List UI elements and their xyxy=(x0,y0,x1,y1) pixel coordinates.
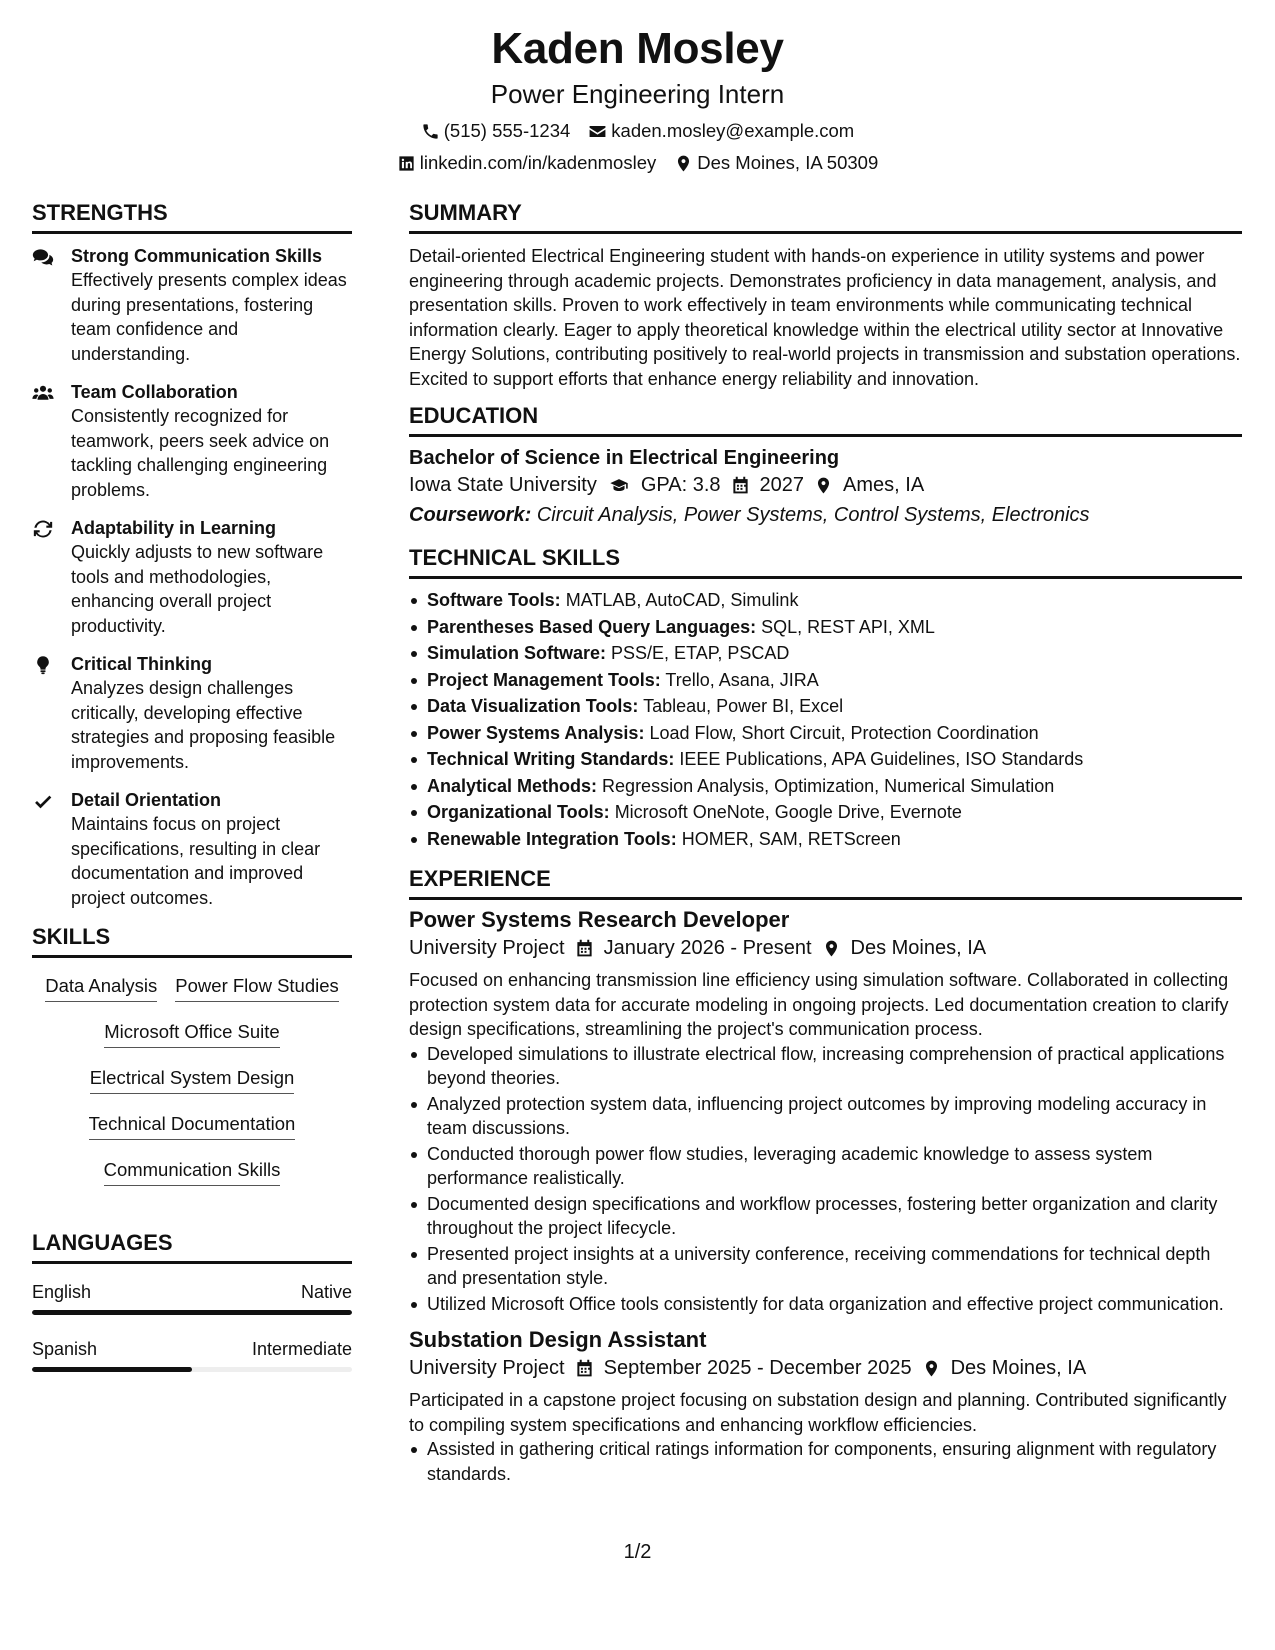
job-bullets xyxy=(409,1042,1242,1317)
map-marker-icon xyxy=(922,1359,941,1378)
tech-skill-label: Parentheses Based Query Languages: xyxy=(427,616,757,637)
strength-title: Strong Communication Skills xyxy=(71,246,323,266)
skill-chip: Communication Skills xyxy=(104,1158,281,1186)
skill-chip: Power Flow Studies xyxy=(175,974,338,1002)
tech-skill-item xyxy=(409,720,1242,747)
skill-chip: Technical Documentation xyxy=(89,1112,296,1140)
language-proficiency-bar xyxy=(32,1310,352,1315)
job-title: Substation Design Assistant xyxy=(409,1327,707,1352)
strength-title: Detail Orientation xyxy=(71,790,222,810)
tech-skill-label: Software Tools: xyxy=(427,590,561,610)
tech-skill-item xyxy=(409,614,1242,641)
skill-chip: Electrical System Design xyxy=(90,1066,295,1094)
language-proficiency-fill xyxy=(32,1367,192,1372)
tech-skill-item xyxy=(409,640,1242,667)
linkedin-icon xyxy=(397,154,416,173)
check-icon xyxy=(32,791,54,811)
calendar-icon xyxy=(575,1359,594,1378)
tech-skill-item xyxy=(409,799,1242,826)
language-name: Spanish xyxy=(32,1339,98,1359)
skills-list xyxy=(32,968,352,1204)
tech-skill-item xyxy=(409,746,1242,773)
job-summary: Participated in a capstone project focusing on substation design and planning. Contributed significantly to compiling system specifications and enhancing workflow efficiencies. xyxy=(409,1390,1227,1435)
coursework xyxy=(409,501,1242,529)
job-bullet: Utilized Microsoft Office tools consistently for data organization and effective project communication. xyxy=(409,1292,1242,1317)
tech-skill-item xyxy=(409,693,1242,720)
job-title: Power Systems Research Developer xyxy=(409,907,790,932)
calendar-icon xyxy=(731,476,750,495)
contact-row-2 xyxy=(0,152,1275,174)
tech-skill-label: Renewable Integration Tools: xyxy=(427,828,677,849)
job-bullet: Conducted thorough power flow studies, leveraging academic knowledge to assess system performance realistically. xyxy=(409,1142,1242,1191)
job-entry xyxy=(409,1326,1242,1486)
languages-heading: LANGUAGES xyxy=(32,1230,352,1264)
resume-header xyxy=(0,0,1275,174)
strength-item xyxy=(32,244,352,366)
left-column xyxy=(32,200,352,1394)
tech-skill-label: Simulation Software: xyxy=(427,643,607,663)
strength-item xyxy=(32,652,352,774)
skill-chip: Data Analysis xyxy=(45,974,157,1002)
language-item xyxy=(32,1280,352,1315)
comments-icon xyxy=(32,247,54,267)
job-bullet: Developed simulations to illustrate electrical flow, increasing comprehension of practical applications beyond theories. xyxy=(409,1042,1242,1091)
candidate-name: Kaden Mosley xyxy=(491,24,784,73)
summary-text: Detail-oriented Electrical Engineering student with hands-on experience in utility systems and power engineering through academic projects. Demonstrates proficiency in data management, analysis, and presentation skills. Proven to work effectively in team environments while communicating technical information clearly. Eager to apply theoretical knowledge within the electrical utility sector at Innovative Energy Solutions, contributing positively to real-world projects in transmission and substation operations. Excited to support efforts that enhance energy reliability and innovation. xyxy=(409,246,1241,389)
strengths-heading: STRENGTHS xyxy=(32,200,352,234)
language-item xyxy=(32,1337,352,1372)
language-level: Native xyxy=(300,1282,352,1302)
job-bullet: Assisted in gathering critical ratings information for components, ensuring alignment with regulatory standards. xyxy=(409,1437,1242,1486)
job-org: University Project xyxy=(409,937,565,959)
location-contact xyxy=(674,152,878,174)
page-number: 1/2 xyxy=(623,1541,652,1563)
strength-item xyxy=(32,380,352,502)
summary-heading: SUMMARY xyxy=(409,200,1242,234)
tech-skill-value: Trello, Asana, JIRA xyxy=(665,669,819,690)
right-column xyxy=(409,200,1242,1487)
strength-item xyxy=(32,516,352,638)
location-text: Des Moines, IA 50309 xyxy=(697,152,879,173)
job-bullet: Documented design specifications and workflow processes, fostering better organization and clarity throughout the project lifecycle. xyxy=(409,1192,1242,1241)
school-name: Iowa State University xyxy=(409,474,597,496)
tech-skill-value: IEEE Publications, APA Guidelines, ISO Standards xyxy=(679,749,1084,769)
strength-title: Team Collaboration xyxy=(71,382,238,402)
job-dates: January 2026 - Present xyxy=(603,937,812,959)
language-name: English xyxy=(32,1282,92,1302)
users-icon xyxy=(32,383,54,403)
tech-skill-label: Organizational Tools: xyxy=(427,802,610,822)
strength-desc: Effectively presents complex ideas during presentations, fostering team confidence and understanding. xyxy=(71,270,347,364)
tech-skill-item xyxy=(409,773,1242,800)
skill-chip: Microsoft Office Suite xyxy=(104,1020,279,1048)
calendar-icon xyxy=(575,939,594,958)
envelope-icon xyxy=(588,122,607,141)
map-marker-icon xyxy=(814,476,833,495)
coursework-label: Coursework: xyxy=(409,504,532,526)
graduation-year: 2027 xyxy=(759,474,805,496)
tech-skill-label: Data Visualization Tools: xyxy=(427,696,639,716)
skills-heading: SKILLS xyxy=(32,924,352,958)
job-meta xyxy=(409,1354,1242,1382)
map-marker-icon xyxy=(674,154,693,173)
coursework-list: Circuit Analysis, Power Systems, Control Systems, Electronics xyxy=(536,504,1090,526)
tech-skill-label: Power Systems Analysis: xyxy=(427,722,645,743)
phone-contact xyxy=(421,120,571,142)
job-meta xyxy=(409,934,1242,962)
job-summary: Focused on enhancing transmission line efficiency using simulation software. Collaborated in collecting protection system data for accurate modeling in ongoing projects. Led documentation creation to clarify design specifications, streamlining the project's communication process. xyxy=(409,970,1229,1039)
sync-icon xyxy=(32,519,54,539)
job-bullet: Analyzed protection system data, influencing project outcomes by improving modeling accuracy in team discussions. xyxy=(409,1092,1242,1141)
candidate-role: Power Engineering Intern xyxy=(490,79,785,109)
degree-title: Bachelor of Science in Electrical Engineering xyxy=(409,447,840,469)
tech-skill-item xyxy=(409,826,1242,853)
job-dates: September 2025 - December 2025 xyxy=(603,1357,912,1379)
tech-skill-value: Microsoft OneNote, Google Drive, Evernote xyxy=(614,802,962,822)
strength-desc: Maintains focus on project specifications, resulting in clear documentation and improved project outcomes. xyxy=(71,814,321,908)
job-bullets xyxy=(409,1437,1242,1486)
job-bullet: Presented project insights at a university conference, receiving commendations for technical depth and presentation style. xyxy=(409,1242,1242,1291)
strength-title: Adaptability in Learning xyxy=(71,518,277,538)
language-proficiency-bar xyxy=(32,1367,352,1372)
contact-row-1 xyxy=(0,120,1275,142)
school-location: Ames, IA xyxy=(843,474,925,496)
linkedin-contact[interactable] xyxy=(397,152,657,174)
phone-icon xyxy=(421,122,440,141)
strength-item xyxy=(32,788,352,910)
email-contact[interactable] xyxy=(588,120,854,142)
linkedin-text[interactable]: linkedin.com/in/kadenmosley xyxy=(419,152,657,173)
strength-desc: Consistently recognized for teamwork, peers seek advice on tackling challenging engineering problems. xyxy=(71,406,330,500)
education-meta xyxy=(409,471,1242,499)
job-location: Des Moines, IA xyxy=(850,937,987,959)
language-proficiency-fill xyxy=(32,1310,352,1315)
tech-skill-value: Load Flow, Short Circuit, Protection Coordination xyxy=(649,722,1039,743)
job-entry xyxy=(409,906,1242,1316)
strength-desc: Quickly adjusts to new software tools and methodologies, enhancing overall project productivity. xyxy=(71,542,324,636)
experience-heading: EXPERIENCE xyxy=(409,866,1242,900)
strength-desc: Analyzes design challenges critically, developing effective strategies and proposing feasible improvements. xyxy=(71,678,336,772)
tech-skill-value: Tableau, Power BI, Excel xyxy=(643,696,844,716)
tech-skill-item xyxy=(409,667,1242,694)
job-location: Des Moines, IA xyxy=(950,1357,1087,1379)
technical-skills-heading: TECHNICAL SKILLS xyxy=(409,545,1242,579)
gpa: GPA: 3.8 xyxy=(640,474,721,496)
education-heading: EDUCATION xyxy=(409,403,1242,437)
tech-skill-value: HOMER, SAM, RETScreen xyxy=(681,828,901,849)
tech-skill-value: PSS/E, ETAP, PSCAD xyxy=(611,643,790,663)
strength-title: Critical Thinking xyxy=(71,654,213,674)
tech-skill-label: Project Management Tools: xyxy=(427,669,661,690)
graduation-cap-icon xyxy=(607,476,631,495)
language-level: Intermediate xyxy=(251,1339,352,1359)
tech-skill-value: SQL, REST API, XML xyxy=(761,616,935,637)
tech-skill-item xyxy=(409,587,1242,614)
job-org: University Project xyxy=(409,1357,565,1379)
phone-text: (515) 555-1234 xyxy=(443,120,571,141)
technical-skills-list xyxy=(409,587,1242,852)
tech-skill-value: Regression Analysis, Optimization, Numerical Simulation xyxy=(602,775,1055,796)
map-marker-icon xyxy=(822,939,841,958)
tech-skill-label: Analytical Methods: xyxy=(427,775,598,796)
tech-skill-value: MATLAB, AutoCAD, Simulink xyxy=(565,590,799,610)
tech-skill-label: Technical Writing Standards: xyxy=(427,749,675,769)
email-text[interactable]: kaden.mosley@example.com xyxy=(611,120,855,141)
lightbulb-icon xyxy=(32,655,54,675)
